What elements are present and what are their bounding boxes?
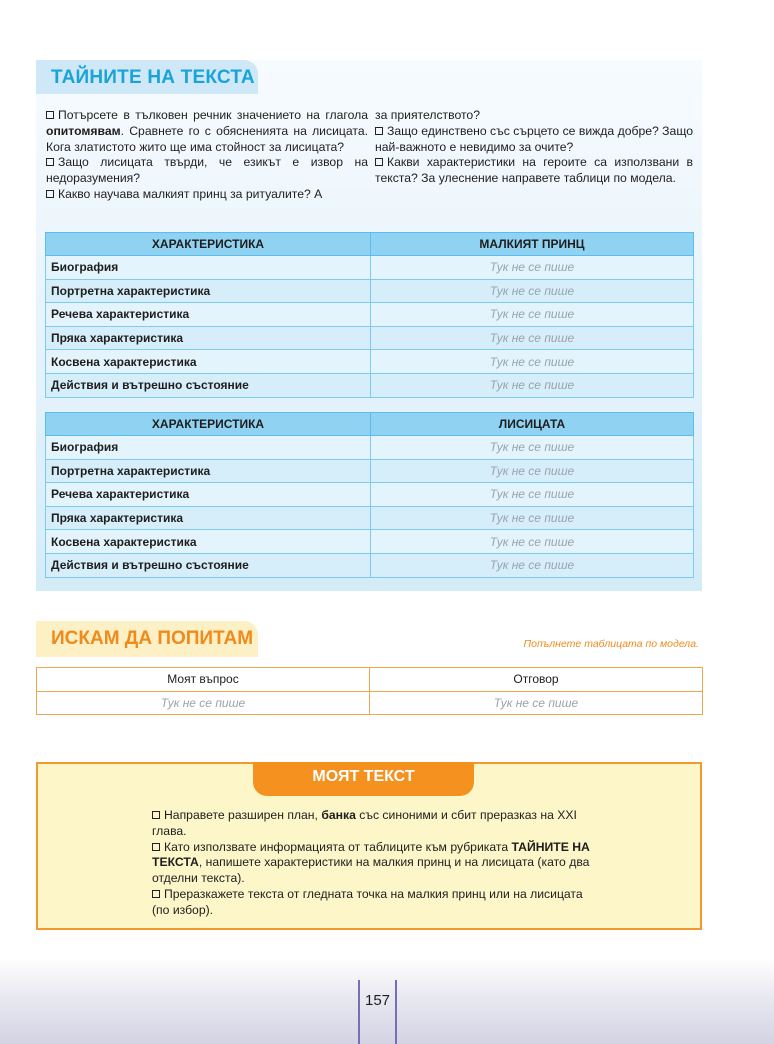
table-header: ХАРАКТЕРИСТИКА [46, 413, 371, 436]
table-row: Речева характеристика Тук не се пише [46, 303, 694, 327]
mytext-title: МОЯТ ТЕКСТ [312, 768, 415, 785]
table-header: ЛИСИЦАТА [371, 413, 694, 436]
table-row: Действия и вътрешно състояние Тук не се пише [46, 553, 694, 577]
table-header: Моят въпрос [37, 668, 370, 692]
table-cell: Тук не се пише [370, 691, 703, 715]
table-row: Речева характеристика Тук не се пише [46, 483, 694, 507]
table-row: Биография Тук не се пише [46, 256, 694, 280]
task-item: Защо лисицата твърди, че езикът е извор на недоразумения? [46, 155, 368, 186]
table-row: Действия и вътрешно състояние Тук не се пише [46, 373, 694, 397]
table-row: Портретна характеристика Тук не се пише [46, 459, 694, 483]
table-row: Портретна характеристика Тук не се пише [46, 279, 694, 303]
table-row: Косвена характеристика Тук не се пише [46, 530, 694, 554]
table-header: ХАРАКТЕРИСТИКА [46, 233, 371, 256]
secrets-title: ТАЙНИТЕ НА ТЕКСТА [51, 67, 255, 88]
table-row [37, 691, 703, 715]
task-item: Направете разширен план, банка със синоними и сбит преразказ на XXI глава. [152, 808, 577, 838]
mytext-tasks [152, 808, 592, 919]
table-row: Косвена характеристика Тук не се пише [46, 350, 694, 374]
checkbox-icon [152, 811, 160, 819]
table-row: Биография Тук не се пише [46, 436, 694, 460]
ask-hint: Попълнете таблицата по модела. [523, 638, 699, 650]
checkbox-icon [375, 127, 383, 135]
checkbox-icon [152, 890, 160, 898]
task-item: Какво научава малкият принц за ритуалите? А [46, 187, 368, 203]
fox-characteristics-table [45, 412, 694, 578]
checkbox-icon [46, 158, 54, 166]
page-number-divider [358, 980, 360, 1044]
table-header: Отговор [370, 668, 703, 692]
task-continuation: за приятелството? [375, 108, 480, 122]
task-item: Защо единствено със сърцето се вижда добре? Защо най-важното е невидимо за очите? [375, 123, 693, 154]
task-item: Потърсете в тълковен речник значението на глагола опитомявам. Сравнете го с обясненията на лисицата. Кога златистото жито ще има стойност за лисицата? [46, 108, 368, 154]
checkbox-icon [375, 158, 383, 166]
prince-characteristics-table [45, 232, 694, 398]
page-number: 157 [364, 992, 391, 1009]
table-row: Пряка характеристика Тук не се пише [46, 326, 694, 350]
tasks-right-column [375, 108, 693, 187]
table-header: МАЛКИЯТ ПРИНЦ [371, 233, 694, 256]
task-item: Какви характеристики на героите са използвани в текста? За улеснение направете таблици по модела. [375, 155, 693, 186]
checkbox-icon [46, 190, 54, 198]
tasks-left-column [46, 108, 368, 203]
ask-title: ИСКАМ ДА ПОПИТАМ [51, 628, 254, 649]
checkbox-icon [152, 843, 160, 851]
table-cell: Тук не се пише [37, 691, 370, 715]
checkbox-icon [46, 111, 54, 119]
task-item: Преразкажете текста от гледната точка на малкия принц или на лисицата (по избор). [152, 886, 583, 917]
table-row: Пряка характеристика Тук не се пише [46, 506, 694, 530]
question-answer-table [36, 667, 703, 715]
table-row [37, 668, 703, 692]
task-item: Като използвате информацията от таблиците към рубриката ТАЙНИТЕ НА ТЕКСТА, напишете характеристики на малкия принц и на лисицата (като два отделни текста). [152, 839, 590, 886]
page-number-divider [395, 980, 397, 1044]
